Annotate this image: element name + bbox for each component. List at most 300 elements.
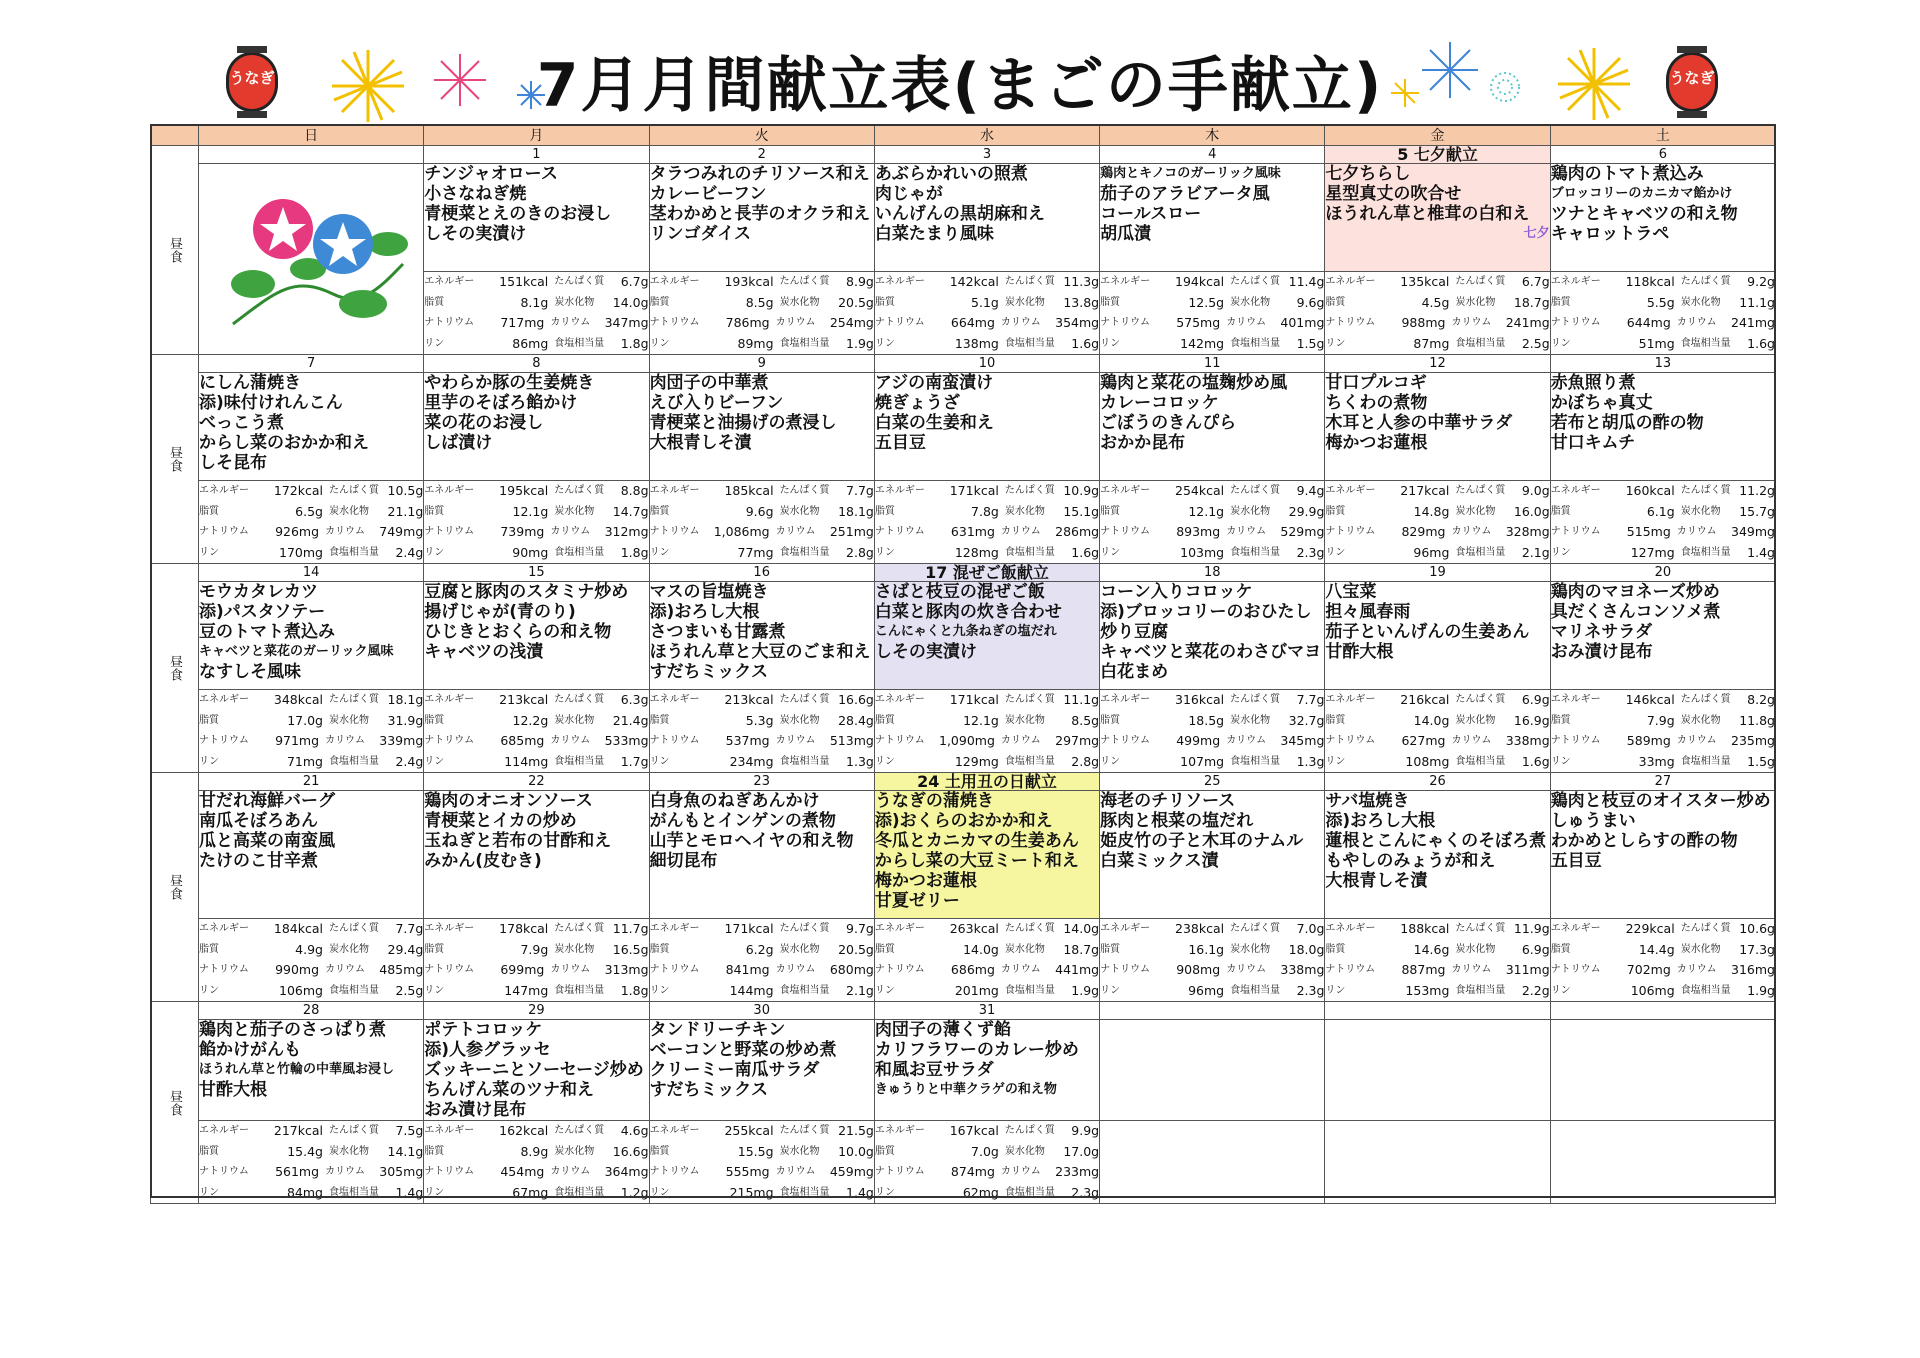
nutrient-value: 11.7g <box>612 921 649 936</box>
nutrition-line <box>1100 543 1324 564</box>
nutrient-label: エネルギー <box>874 694 925 705</box>
nutrition-line <box>199 690 423 711</box>
nutrient-value: 178kcal <box>499 921 549 936</box>
nutrition-line <box>650 940 874 961</box>
menu-item: マリネサラダ <box>1550 622 1653 642</box>
nutrient-value: 8.5g <box>1071 712 1100 728</box>
nutrition-line <box>650 1183 874 1204</box>
page-header <box>0 0 1920 124</box>
nutrient-value: 685mg <box>500 733 545 748</box>
nutrient-label: カリウム <box>775 735 816 746</box>
nutrient-value: 233mg <box>1055 1164 1100 1179</box>
menu-item: うなぎの蒲焼き <box>874 791 994 811</box>
nutrient-value: 108mg <box>1405 753 1450 769</box>
nutrition-line <box>1325 334 1549 355</box>
nutrient-value: 96mg <box>1188 982 1225 998</box>
menu-item: 海老のチリソース <box>1100 791 1236 811</box>
nutrient-label: リン <box>649 337 670 349</box>
nutrient-label: 炭水化物 <box>1680 943 1721 955</box>
nutrient-value: 16.6g <box>838 692 874 707</box>
menu-item: キャロットラペ <box>1550 224 1670 244</box>
nutrient-value: 14.0g <box>612 294 649 310</box>
nutrient-label: カリウム <box>1451 735 1492 746</box>
day-number-row <box>151 773 1776 791</box>
nutrient-value: 263kcal <box>949 921 999 936</box>
menu-item: 豚肉と根菜の塩だれ <box>1100 811 1254 831</box>
empty-day-cell <box>1550 1020 1775 1121</box>
nutrient-label: 食塩相当量 <box>1680 984 1731 996</box>
nutrient-value: 874mg <box>950 1164 995 1179</box>
nutrient-value: 8.1g <box>520 294 549 310</box>
nutrition-line <box>650 981 874 1002</box>
menu-cell <box>199 1020 424 1121</box>
nutrient-label: たんぱく質 <box>1004 1125 1055 1136</box>
nutrient-label: リン <box>649 546 670 558</box>
nutrient-value: 234mg <box>729 753 774 769</box>
nutrient-label: リン <box>1550 755 1571 767</box>
nutrient-label: カリウム <box>550 735 591 746</box>
nutrition-line <box>875 1162 1099 1183</box>
nutrient-label: エネルギー <box>199 694 249 705</box>
empty-nutrition-cell <box>1325 1121 1550 1204</box>
nutrient-label: リン <box>1550 984 1571 996</box>
firework-blue-icon <box>1420 40 1480 100</box>
menu-item: コーン入りコロッケ <box>1100 582 1253 602</box>
nutrient-value: 29.9g <box>1288 503 1325 519</box>
menu-item: ごぼうのきんぴら <box>1100 413 1237 433</box>
nutrient-value: 1.8g <box>620 335 649 351</box>
menu-item: 梅かつお蓮根 <box>874 871 977 891</box>
nutrition-line <box>1551 690 1775 711</box>
nutrient-label: 炭水化物 <box>1680 505 1721 517</box>
nutrition-line <box>875 334 1099 355</box>
menu-cell <box>199 373 424 481</box>
menu-item: 瓜と高菜の南蛮風 <box>199 831 335 851</box>
menu-cell <box>1100 373 1325 481</box>
menu-calendar <box>150 124 1776 1204</box>
nutrient-value: 138mg <box>954 335 999 351</box>
nutrition-line <box>650 272 874 293</box>
nutrient-value: 680mg <box>829 962 874 977</box>
nutrition-line <box>1325 481 1549 502</box>
nutrition-line <box>1551 543 1775 564</box>
menu-item: 白身魚のねぎあんかけ <box>649 791 820 811</box>
nutrition-line <box>424 731 648 752</box>
nutrient-value: 10.9g <box>1063 483 1100 498</box>
nutrient-value: 1.3g <box>846 753 874 769</box>
nutrient-label: ナトリウム <box>649 735 700 746</box>
nutrition-line <box>650 960 874 981</box>
nutrient-value: 786mg <box>725 315 770 330</box>
nutrition-cell <box>1100 272 1325 355</box>
nutrition-line <box>650 1162 874 1183</box>
menu-item: きゅうりと中華クラゲの和え物 <box>874 1082 1057 1097</box>
nutrient-label: カリウム <box>775 964 816 975</box>
nutrient-label: エネルギー <box>199 923 249 934</box>
nutrient-value: 908mg <box>1176 962 1221 977</box>
nutrient-label: 脂質 <box>199 943 219 955</box>
nutrition-line <box>650 752 874 773</box>
nutrient-label: 炭水化物 <box>554 943 595 955</box>
nutrient-label: 食塩相当量 <box>1680 546 1731 558</box>
weekday-header: 火 <box>649 125 874 146</box>
nutrient-value: 1.9g <box>846 335 874 351</box>
nutrient-label: 炭水化物 <box>1004 296 1045 308</box>
nutrient-label: 食塩相当量 <box>1004 337 1055 349</box>
nutrition-line <box>875 293 1099 314</box>
menu-item: にしん蒲焼き <box>199 373 301 393</box>
nutrient-label: 食塩相当量 <box>779 755 830 767</box>
nutrient-value: 664mg <box>950 315 995 330</box>
nutrition-line <box>650 731 874 752</box>
nutrient-value: 14.8g <box>1413 503 1450 519</box>
nutrient-value: 10.6g <box>1739 921 1775 936</box>
nutrient-label: ナトリウム <box>1325 735 1376 746</box>
nutrient-value: 347mg <box>604 315 649 330</box>
nutrient-value: 6.7g <box>620 274 649 289</box>
nutrient-value: 18.5g <box>1188 712 1225 728</box>
nutrition-line <box>1325 543 1549 564</box>
nutrient-value: 107mg <box>1180 753 1225 769</box>
nutrient-label: たんぱく質 <box>554 276 605 287</box>
nutrient-label: リン <box>424 984 445 996</box>
day-number: 21 <box>199 773 424 791</box>
nutrient-label: たんぱく質 <box>1004 276 1055 287</box>
nutrition-line <box>1325 752 1549 773</box>
lantern-label: うなぎ <box>229 69 275 87</box>
menu-cell <box>424 1020 649 1121</box>
menu-item: 鶏肉のマヨネーズ炒め <box>1550 582 1720 602</box>
nutrient-value: 106mg <box>279 982 323 998</box>
nutrient-label: 脂質 <box>649 1145 670 1157</box>
day-number: 19 <box>1325 564 1550 582</box>
nutrient-value: 9.9g <box>1071 1123 1100 1138</box>
nutrition-line <box>199 481 423 502</box>
nutrient-value: 67mg <box>512 1184 549 1200</box>
nutrient-label: カリウム <box>1000 317 1041 328</box>
day-number-row <box>151 355 1776 373</box>
menu-item: ズッキーニとソーセージ炒め <box>424 1060 644 1080</box>
nutrient-label: リン <box>874 337 895 349</box>
nutrition-line <box>1551 481 1775 502</box>
nutrition-line <box>875 690 1099 711</box>
menu-item: ひじきとおくらの和え物 <box>424 622 612 642</box>
menu-item: 甘口プルコギ <box>1325 373 1427 393</box>
nutrient-label: リン <box>199 1186 219 1198</box>
nutrient-label: カリウム <box>325 526 365 537</box>
nutrition-cell <box>1100 919 1325 1002</box>
nutrient-label: ナトリウム <box>649 317 700 328</box>
menu-cell <box>199 791 424 919</box>
nutrient-value: 1.3g <box>1296 753 1325 769</box>
menu-item: 菜の花のお浸し <box>424 413 544 433</box>
nutrition-cell <box>649 919 874 1002</box>
nutrition-line <box>424 940 648 961</box>
nutrient-value: 255kcal <box>724 1123 774 1138</box>
weekday-header: 水 <box>874 125 1099 146</box>
menu-cell <box>199 582 424 690</box>
nutrient-value: 401mg <box>1280 315 1325 330</box>
nutrition-line <box>650 543 874 564</box>
nutrient-label: エネルギー <box>874 485 925 496</box>
weekday-header-row <box>151 125 1776 146</box>
nutrient-label: ナトリウム <box>649 526 700 537</box>
nutrition-line <box>1325 940 1549 961</box>
nutrition-line <box>199 1142 423 1163</box>
nutrient-value: 17.0g <box>287 712 323 728</box>
nutrient-value: 106mg <box>1630 982 1675 998</box>
nutrient-label: カリウム <box>550 317 591 328</box>
nutrient-value: 338mg <box>1505 733 1550 748</box>
nutrition-cell <box>1550 272 1775 355</box>
nutrient-value: 348kcal <box>273 692 323 707</box>
day-number: 1 <box>424 146 649 164</box>
nutrient-value: 184kcal <box>273 921 323 936</box>
nutrition-line <box>650 481 874 502</box>
menu-item: 炒り豆腐 <box>1100 622 1169 642</box>
nutrient-label: 脂質 <box>1325 943 1346 955</box>
nutrient-value: 144mg <box>729 982 774 998</box>
nutrient-label: リン <box>1100 337 1121 349</box>
nutrient-label: リン <box>874 1186 895 1198</box>
weekday-header: 金 <box>1325 125 1550 146</box>
nutrient-value: 1.7g <box>620 753 649 769</box>
menu-item: コールスロー <box>1100 204 1202 224</box>
nutrient-value: 575mg <box>1176 315 1221 330</box>
menu-cell <box>649 164 874 272</box>
nutrient-label: 脂質 <box>874 1145 895 1157</box>
nutrient-value: 699mg <box>500 962 545 977</box>
day-number: 2 <box>649 146 874 164</box>
nutrition-cell <box>1100 481 1325 564</box>
nutrient-label: たんぱく質 <box>1680 485 1731 496</box>
nutrient-label: 脂質 <box>424 296 445 308</box>
nutrient-label: カリウム <box>1451 526 1492 537</box>
nutrient-label: 脂質 <box>1100 296 1121 308</box>
nutrient-label: 脂質 <box>874 296 895 308</box>
nutrition-line <box>875 272 1099 293</box>
nutrient-label: たんぱく質 <box>554 485 605 496</box>
nutrient-label: 脂質 <box>199 1145 219 1157</box>
nutrition-line <box>875 981 1099 1002</box>
menu-cell <box>424 582 649 690</box>
nutrient-label: 食塩相当量 <box>1680 337 1731 349</box>
nutrient-label: ナトリウム <box>1550 526 1601 537</box>
menu-item: 南瓜そぼろあん <box>199 811 318 831</box>
nutrition-cell <box>424 919 649 1002</box>
nutrient-label: エネルギー <box>1550 485 1601 496</box>
menu-item: 山芋とモロヘイヤの和え物 <box>649 831 854 851</box>
nutrition-line <box>424 1121 648 1142</box>
day-number <box>1325 1002 1550 1020</box>
nutrient-value: 2.1g <box>1521 544 1550 560</box>
nutrient-value: 841mg <box>725 962 770 977</box>
menu-cell <box>424 164 649 272</box>
menu-item: からし菜の大豆ミート和え <box>874 851 1079 871</box>
nutrient-label: 炭水化物 <box>1004 505 1045 517</box>
nutrient-label: エネルギー <box>1325 485 1376 496</box>
nutrient-label: リン <box>874 984 895 996</box>
nutrient-value: 1.5g <box>1296 335 1325 351</box>
day-number: 20 <box>1550 564 1775 582</box>
nutrient-value: 114mg <box>504 753 549 769</box>
nutrient-value: 829mg <box>1401 524 1446 539</box>
nutrient-label: 食塩相当量 <box>1455 546 1506 558</box>
nutrient-value: 11.1g <box>1063 692 1100 707</box>
nutrition-line <box>199 1121 423 1142</box>
nutrient-value: 8.8g <box>620 483 649 498</box>
nutrition-line <box>1325 522 1549 543</box>
nutrient-label: リン <box>1325 984 1346 996</box>
nutrient-value: 2.2g <box>1521 982 1550 998</box>
menu-item: やわらか豚の生姜焼き <box>424 373 595 393</box>
nutrition-line <box>1100 940 1324 961</box>
menu-row <box>151 791 1776 919</box>
nutrient-value: 77mg <box>737 544 774 560</box>
nutrient-value: 5.3g <box>745 712 774 728</box>
nutrient-label: エネルギー <box>874 276 925 287</box>
nutrient-value: 103mg <box>1180 544 1225 560</box>
nutrient-value: 235mg <box>1731 733 1775 748</box>
nutrient-value: 167kcal <box>949 1123 999 1138</box>
nutrient-value: 2.8g <box>1071 753 1100 769</box>
nutrition-cell <box>1550 481 1775 564</box>
nutrition-line <box>650 522 874 543</box>
firework-teal-icon <box>1488 70 1522 104</box>
menu-item: タラつみれのチリソース和え <box>649 164 870 184</box>
nutrient-label: エネルギー <box>1325 694 1376 705</box>
nutrient-label: カリウム <box>1226 317 1267 328</box>
nutrient-value: 1.4g <box>1747 544 1775 560</box>
nutrition-line <box>199 960 423 981</box>
nutrient-label: 脂質 <box>649 714 670 726</box>
nutrient-label: ナトリウム <box>649 1166 700 1177</box>
nutrient-label: ナトリウム <box>199 1166 249 1177</box>
nutrient-label: リン <box>424 755 445 767</box>
nutrition-line <box>1551 752 1775 773</box>
nutrient-label: エネルギー <box>424 1125 475 1136</box>
day-number: 16 <box>649 564 874 582</box>
nutrient-label: 脂質 <box>1100 714 1121 726</box>
nutrient-label: 脂質 <box>424 714 445 726</box>
nutrition-line <box>650 502 874 523</box>
nutrient-value: 364mg <box>604 1164 649 1179</box>
nutrient-value: 10.5g <box>387 483 424 498</box>
nutrient-label: カリウム <box>1226 735 1267 746</box>
menu-item: 担々風春雨 <box>1325 602 1411 622</box>
menu-item: いんげんの黒胡麻和え <box>874 204 1045 224</box>
nutrient-value: 11.3g <box>1063 274 1100 289</box>
nutrient-label: 炭水化物 <box>1455 505 1496 517</box>
menu-item: 甘酢大根 <box>1325 642 1394 662</box>
nutrient-value: 338mg <box>1280 962 1325 977</box>
nutrient-label: 食塩相当量 <box>1004 546 1055 558</box>
nutrient-label: 食塩相当量 <box>1455 337 1506 349</box>
nutrient-label: 食塩相当量 <box>1230 546 1281 558</box>
nutrient-label: 食塩相当量 <box>1680 755 1731 767</box>
nutrient-label: 脂質 <box>1325 714 1346 726</box>
nutrient-label: たんぱく質 <box>329 485 379 496</box>
nutrition-line <box>875 543 1099 564</box>
menu-item: しその実漬け <box>424 224 527 244</box>
day-number: 4 <box>1100 146 1325 164</box>
nutrition-cell <box>874 481 1099 564</box>
nutrient-value: 12.1g <box>512 503 549 519</box>
nutrient-value: 14.7g <box>612 503 649 519</box>
nutrient-value: 18.7g <box>1063 941 1100 957</box>
nutrient-value: 1,086mg <box>713 524 770 539</box>
nutrient-value: 1.4g <box>846 1184 874 1200</box>
menu-item: かぼちゃ真丈 <box>1550 393 1653 413</box>
nutrient-value: 529mg <box>1280 524 1325 539</box>
nutrient-label: ナトリウム <box>1550 964 1601 975</box>
nutrient-value: 7.9g <box>520 941 549 957</box>
nutrient-value: 153mg <box>1405 982 1450 998</box>
menu-item: もやしのみょうが和え <box>1325 851 1496 871</box>
menu-item: キャベツと菜花のガーリック風味 <box>199 644 394 659</box>
nutrition-line <box>424 313 648 334</box>
nutrient-label: 食塩相当量 <box>1455 984 1506 996</box>
nutrient-label: たんぱく質 <box>1230 694 1281 705</box>
nutrient-value: 238kcal <box>1175 921 1225 936</box>
nutrient-label: 食塩相当量 <box>1230 984 1281 996</box>
nutrient-label: カリウム <box>550 1166 591 1177</box>
nutrient-value: 6.3g <box>620 692 649 707</box>
nutrient-label: エネルギー <box>1550 694 1601 705</box>
nutrition-line <box>875 481 1099 502</box>
nutrient-label: カリウム <box>325 964 365 975</box>
nutrient-label: リン <box>424 1186 445 1198</box>
nutrient-value: 84mg <box>286 1184 323 1200</box>
nutrient-value: 2.3g <box>1296 982 1325 998</box>
menu-item: チンジャオロース <box>424 164 558 184</box>
nutrient-label: エネルギー <box>424 276 475 287</box>
nutrient-label: エネルギー <box>1325 276 1376 287</box>
nutrient-value: 194kcal <box>1175 274 1225 289</box>
nutrient-label: たんぱく質 <box>1004 485 1055 496</box>
nutrient-label: リン <box>1325 755 1346 767</box>
nutrient-value: 2.3g <box>1296 544 1325 560</box>
day-number: 24 土用丑の日献立 <box>874 773 1099 791</box>
nutrient-value: 21.1g <box>387 503 424 519</box>
nutrition-line <box>650 293 874 314</box>
nutrient-label: たんぱく質 <box>779 923 830 934</box>
menu-item: ツナとキャベツの和え物 <box>1550 204 1738 224</box>
day-number: 26 <box>1325 773 1550 791</box>
nutrient-value: 1.2g <box>620 1184 649 1200</box>
nutrition-line <box>1100 711 1324 732</box>
nutrient-label: カリウム <box>550 526 591 537</box>
nutrient-value: 15.4g <box>287 1143 323 1159</box>
nutrient-value: 2.3g <box>1071 1184 1100 1200</box>
menu-cell <box>874 791 1099 919</box>
nutrient-value: 1.6g <box>1747 335 1775 351</box>
menu-item: 添)おろし大根 <box>649 602 760 622</box>
menu-item: 冬瓜とカニカマの生姜あん <box>874 831 1079 851</box>
nutrient-label: 炭水化物 <box>779 714 820 726</box>
menu-cell <box>424 373 649 481</box>
nutrient-value: 9.2g <box>1747 274 1775 289</box>
nutrient-label: 炭水化物 <box>1004 943 1045 955</box>
nutrient-label: たんぱく質 <box>779 276 830 287</box>
nutrient-label: たんぱく質 <box>1455 923 1506 934</box>
nutrition-line <box>1325 690 1549 711</box>
menu-item: キャベツの浅漬 <box>424 642 544 662</box>
nutrient-label: 炭水化物 <box>554 1145 595 1157</box>
nutrient-value: 988mg <box>1401 315 1446 330</box>
nutrient-value: 147mg <box>504 982 549 998</box>
nutrition-line <box>875 940 1099 961</box>
